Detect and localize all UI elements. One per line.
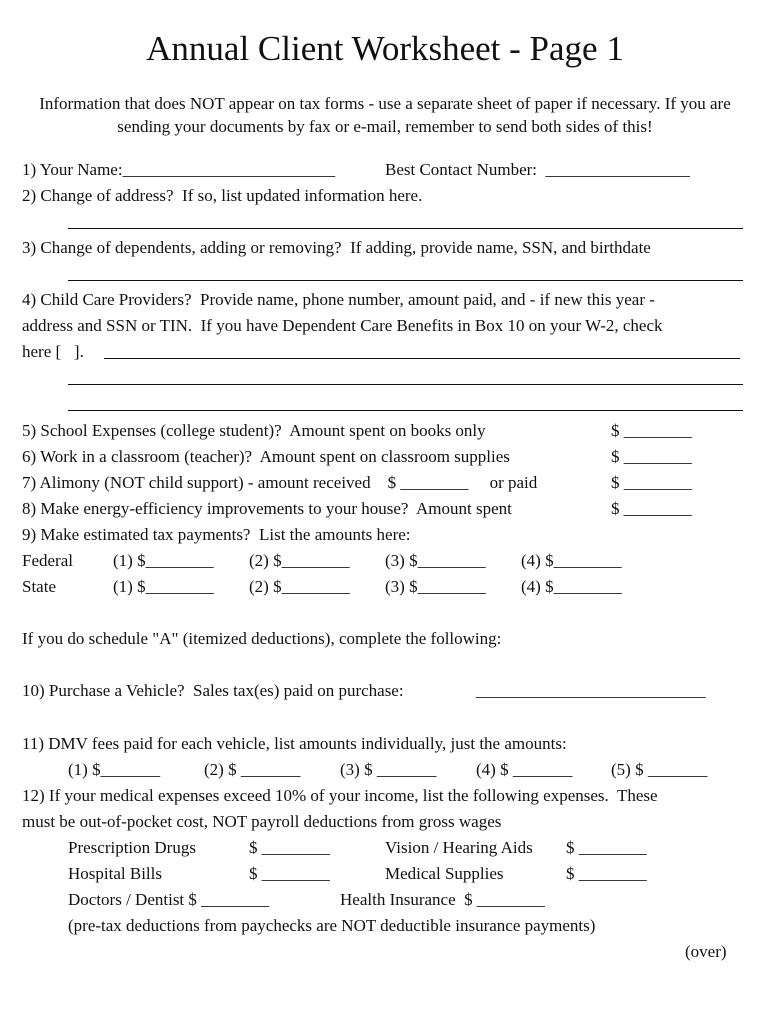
contact-number-field[interactable]: Best Contact Number: _________________ xyxy=(385,160,691,179)
federal-label: Federal xyxy=(22,551,73,570)
prescription-drugs-amount[interactable]: $ ________ xyxy=(249,838,330,857)
federal-payment-1[interactable]: (1) $________ xyxy=(113,551,214,570)
child-care-answer-line-2[interactable] xyxy=(68,384,743,385)
child-care-question-line1: 4) Child Care Providers? Provide name, phone number, amount paid, and - if new this year - xyxy=(22,290,655,309)
school-expenses-amount[interactable]: $ ________ xyxy=(611,421,692,440)
dmv-fee-1[interactable]: (1) $_______ xyxy=(68,760,161,779)
dmv-fee-2[interactable]: (2) $ _______ xyxy=(204,760,301,779)
doctors-dentist-field[interactable]: Doctors / Dentist $ ________ xyxy=(68,890,270,909)
dmv-fee-3[interactable]: (3) $ _______ xyxy=(340,760,437,779)
vision-hearing-amount[interactable]: $ ________ xyxy=(566,838,647,857)
energy-efficiency-question: 8) Make energy-efficiency improvements to your house? Amount spent xyxy=(22,499,512,518)
change-of-address-question: 2) Change of address? If so, list updated information here. xyxy=(22,186,423,205)
medical-expenses-question-line2: must be out-of-pocket cost, NOT payroll deductions from gross wages xyxy=(22,812,502,831)
address-answer-line[interactable] xyxy=(68,228,743,229)
change-of-dependents-question: 3) Change of dependents, adding or removing? If adding, provide name, SSN, and birthdate xyxy=(22,238,651,257)
estimated-tax-question: 9) Make estimated tax payments? List the amounts here: xyxy=(22,525,411,544)
federal-payment-4[interactable]: (4) $________ xyxy=(521,551,622,570)
state-payment-1[interactable]: (1) $________ xyxy=(113,577,214,596)
dmv-fee-5[interactable]: (5) $ _______ xyxy=(611,760,708,779)
state-label: State xyxy=(22,577,56,596)
your-name-field[interactable]: 1) Your Name:_________________________ xyxy=(22,160,336,179)
child-care-question-line2: address and SSN or TIN. If you have Dependent Care Benefits in Box 10 on your W-2, check xyxy=(22,316,663,335)
federal-payment-2[interactable]: (2) $________ xyxy=(249,551,350,570)
medical-expenses-question-line1: 12) If your medical expenses exceed 10% of your income, list the following expenses. These xyxy=(22,786,658,805)
prescription-drugs-label: Prescription Drugs xyxy=(68,838,196,857)
insurance-note: (pre-tax deductions from paychecks are NOT deductible insurance payments) xyxy=(68,916,596,935)
child-care-answer-line-1[interactable] xyxy=(104,358,740,359)
state-payment-4[interactable]: (4) $________ xyxy=(521,577,622,596)
health-insurance-field[interactable]: Health Insurance $ ________ xyxy=(340,890,545,909)
schedule-a-heading: If you do schedule "A" (itemized deductions), complete the following: xyxy=(22,629,502,648)
intro-text: Information that does NOT appear on tax forms - use a separate sheet of paper if necessary. If you are sending your documents by fax or e-mail, remember to send both sides of this! xyxy=(39,94,731,136)
vision-hearing-label: Vision / Hearing Aids xyxy=(385,838,533,857)
federal-payment-3[interactable]: (3) $________ xyxy=(385,551,486,570)
vehicle-sales-tax-field[interactable]: ___________________________ xyxy=(476,681,706,700)
classroom-supplies-question: 6) Work in a classroom (teacher)? Amount spent on classroom supplies xyxy=(22,447,510,466)
page-title: Annual Client Worksheet - Page 1 xyxy=(146,29,624,68)
dmv-fees-question: 11) DMV fees paid for each vehicle, list amounts individually, just the amounts: xyxy=(22,734,567,753)
dependents-answer-line[interactable] xyxy=(68,280,743,281)
energy-efficiency-amount[interactable]: $ ________ xyxy=(611,499,692,518)
hospital-bills-label: Hospital Bills xyxy=(68,864,162,883)
dependent-care-checkbox[interactable]: here [ ]. xyxy=(22,342,84,361)
alimony-paid-amount[interactable]: $ ________ xyxy=(611,473,692,492)
state-payment-3[interactable]: (3) $________ xyxy=(385,577,486,596)
hospital-bills-amount[interactable]: $ ________ xyxy=(249,864,330,883)
medical-supplies-amount[interactable]: $ ________ xyxy=(566,864,647,883)
classroom-supplies-amount[interactable]: $ ________ xyxy=(611,447,692,466)
state-payment-2[interactable]: (2) $________ xyxy=(249,577,350,596)
school-expenses-question: 5) School Expenses (college student)? Amount spent on books only xyxy=(22,421,486,440)
medical-supplies-label: Medical Supplies xyxy=(385,864,504,883)
over-note: (over) xyxy=(685,942,727,961)
alimony-question[interactable]: 7) Alimony (NOT child support) - amount received $ ________ or paid xyxy=(22,473,538,492)
dmv-fee-4[interactable]: (4) $ _______ xyxy=(476,760,573,779)
child-care-answer-line-3[interactable] xyxy=(68,410,743,411)
vehicle-purchase-question: 10) Purchase a Vehicle? Sales tax(es) paid on purchase: xyxy=(22,681,404,700)
